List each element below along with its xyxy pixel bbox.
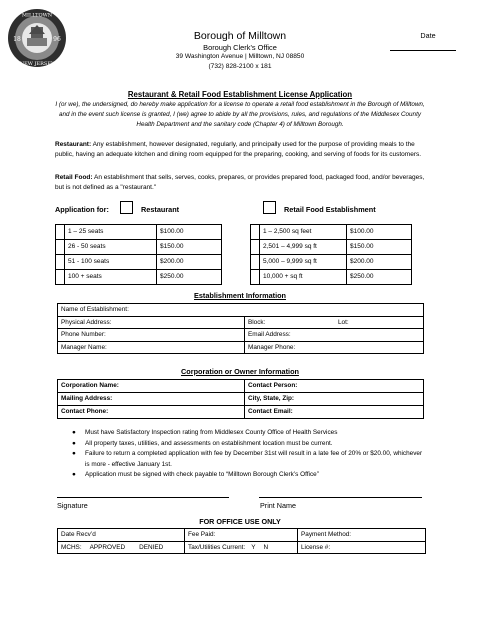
list-item: [60, 470, 425, 481]
table-row: [58, 406, 424, 419]
borough-name: Borough of Milltown: [193, 30, 287, 42]
definition-text: Any establishment, however designated, regularly, and principally used for the purpose of providing meals to the public, having an adequate kitchen and dining room equipped for the preparing, cooking, and serving of foods for its customers.: [55, 141, 422, 158]
date-field[interactable]: [390, 50, 456, 51]
corporation-name-field[interactable]: Corporation Name:: [58, 380, 245, 393]
contact-phone-field[interactable]: Contact Phone:: [58, 406, 245, 419]
application-for-label: Application for:: [55, 205, 109, 214]
tax-utilities-label: Tax/Utilities Current:: [188, 543, 246, 551]
physical-address-field[interactable]: Physical Address:: [58, 316, 245, 329]
requirement-text: All property taxes, utilities, and assessments on establishment location must be current.: [85, 439, 333, 447]
signature-label: Signature: [57, 501, 88, 510]
list-item: [60, 449, 425, 470]
fee-select-box[interactable]: [251, 225, 260, 240]
definition-retail-food: [55, 173, 427, 193]
corporation-table: [57, 379, 424, 419]
restaurant-option-label: Restaurant: [141, 205, 180, 214]
bullet-icon: ●: [72, 429, 76, 436]
definition-restaurant: [55, 140, 427, 160]
restaurant-fee-table: [55, 224, 222, 285]
list-item: [60, 439, 425, 450]
table-row: [56, 270, 222, 285]
fee-amount: $150.00: [157, 240, 222, 255]
table-row: [58, 541, 426, 554]
requirement-text: Failure to return a completed application with fee by December 31st will result in a late fee of 20% or $20.00, whichever is more - effective January 1st.: [85, 450, 423, 468]
signature-field[interactable]: [57, 497, 229, 498]
establishment-name-field[interactable]: Name of Establishment:: [58, 304, 424, 317]
mailing-address-field[interactable]: Mailing Address:: [58, 393, 245, 406]
block-field[interactable]: Block:: [245, 316, 336, 329]
payment-method-field[interactable]: Payment Method:: [298, 529, 426, 542]
lot-field[interactable]: Lot:: [335, 316, 424, 329]
print-name-field[interactable]: [259, 497, 422, 498]
seal-year-right: 96: [53, 36, 61, 43]
phone-number-field[interactable]: Phone Number:: [58, 329, 245, 342]
retail-checkbox[interactable]: [263, 201, 276, 214]
fee-paid-field[interactable]: Fee Paid:: [185, 529, 298, 542]
tax-yes-option[interactable]: Y: [251, 543, 256, 551]
requirement-text: Application must be signed with check payable to “Milltown Borough Clerk’s Office”: [85, 471, 319, 478]
definition-term: Restaurant:: [55, 141, 92, 148]
retail-fee-table: [250, 224, 412, 285]
fee-amount: $250.00: [347, 270, 412, 285]
date-received-field[interactable]: Date Recv’d: [58, 529, 185, 542]
fee-select-box[interactable]: [56, 225, 65, 240]
table-row: [58, 380, 424, 393]
seal-year-left: 18: [13, 36, 21, 43]
restaurant-checkbox[interactable]: [120, 201, 133, 214]
fee-amount: $200.00: [157, 255, 222, 270]
table-row: [251, 225, 412, 240]
fee-size: 5,000 – 9,999 sq ft: [260, 255, 347, 270]
fee-size: 1 – 25 seats: [65, 225, 157, 240]
definition-term: Retail Food:: [55, 174, 93, 181]
office-address: 39 Washington Avenue | Milltown, NJ 08850: [175, 53, 305, 60]
tax-no-option[interactable]: N: [263, 543, 269, 551]
mchs-label: MCHS:: [61, 543, 82, 551]
form-title: Restaurant & Retail Food Establishment License Application: [127, 90, 353, 99]
office-use-table: [57, 528, 426, 554]
approved-option[interactable]: APPROVED: [89, 543, 126, 551]
fee-size: 10,000 + sq ft: [260, 270, 347, 285]
fee-amount: $250.00: [157, 270, 222, 285]
table-row: [58, 341, 424, 354]
definition-text: An establishment that sells, serves, cooks, prepares, or provides prepared food, packaged food, and/or beverages, but is not defined as a "restaurant.": [55, 174, 425, 191]
fee-select-box[interactable]: [56, 270, 65, 285]
mchs-field[interactable]: [58, 541, 185, 554]
form-intro: I (or we), the undersigned, do hereby make application for a license to operate a retail food establishment in the Borough of Milltown, and in the event such license is granted, I (we) agree to abide by all the provisions, rules, and regulations of the Middlesex County Health Department and the sanitary code (Chapter 4) of Milltown Borough.: [55, 101, 425, 128]
corporation-section-title: Corporation or Owner Information: [181, 367, 299, 376]
fee-size: 26 - 50 seats: [65, 240, 157, 255]
table-row: [58, 304, 424, 317]
manager-phone-field[interactable]: Manager Phone:: [245, 341, 424, 354]
bullet-icon: ●: [72, 450, 76, 457]
clerk-office: Borough Clerk’s Office: [203, 43, 277, 52]
fee-select-box[interactable]: [251, 270, 260, 285]
requirements-list: [60, 428, 425, 481]
email-address-field[interactable]: Email Address:: [245, 329, 424, 342]
fee-amount: $100.00: [157, 225, 222, 240]
contact-person-field[interactable]: Contact Person:: [245, 380, 424, 393]
fee-select-box[interactable]: [56, 255, 65, 270]
tax-utilities-field[interactable]: [185, 541, 298, 554]
establishment-table: [57, 303, 424, 354]
fee-amount: $200.00: [347, 255, 412, 270]
office-phone: (732) 828-2100 x 181: [208, 63, 272, 70]
fee-size: 51 - 100 seats: [65, 255, 157, 270]
table-row: [58, 529, 426, 542]
table-row: [251, 240, 412, 255]
bullet-icon: ●: [72, 439, 76, 447]
fee-select-box[interactable]: [251, 240, 260, 255]
fee-size: 1 – 2,500 sq feet: [260, 225, 347, 240]
fee-select-box[interactable]: [56, 240, 65, 255]
table-row: [58, 316, 424, 329]
table-row: [56, 240, 222, 255]
print-name-label: Print Name: [260, 501, 296, 510]
denied-option[interactable]: DENIED: [139, 543, 164, 551]
fee-select-box[interactable]: [251, 255, 260, 270]
table-row: [58, 329, 424, 342]
fee-size: 100 + seats: [65, 270, 157, 285]
table-row: [251, 270, 412, 285]
manager-name-field[interactable]: Manager Name:: [58, 341, 245, 354]
contact-email-field[interactable]: Contact Email:: [245, 406, 424, 419]
seal-top-text: MILLTOWN: [21, 12, 53, 19]
table-row: [56, 225, 222, 240]
establishment-section-title: Establishment Information: [193, 291, 287, 300]
borough-seal-logo: [7, 8, 67, 68]
seal-bottom-text: NEW JERSEY: [19, 61, 55, 67]
fee-amount: $100.00: [347, 225, 412, 240]
office-use-title: FOR OFFICE USE ONLY: [199, 517, 281, 526]
bullet-icon: ●: [72, 471, 76, 478]
requirement-text: Must have Satisfactory Inspection rating from Middlesex County Office of Health Services: [85, 429, 338, 436]
city-state-zip-field[interactable]: City, State, Zip:: [245, 393, 424, 406]
table-row: [58, 393, 424, 406]
retail-option-label: Retail Food Establishment: [284, 205, 376, 214]
license-number-field[interactable]: License #:: [298, 541, 426, 554]
fee-amount: $150.00: [347, 240, 412, 255]
list-item: [60, 428, 425, 439]
date-label: Date: [420, 31, 436, 40]
table-row: [251, 255, 412, 270]
table-row: [56, 255, 222, 270]
fee-size: 2,501 – 4,999 sq ft: [260, 240, 347, 255]
